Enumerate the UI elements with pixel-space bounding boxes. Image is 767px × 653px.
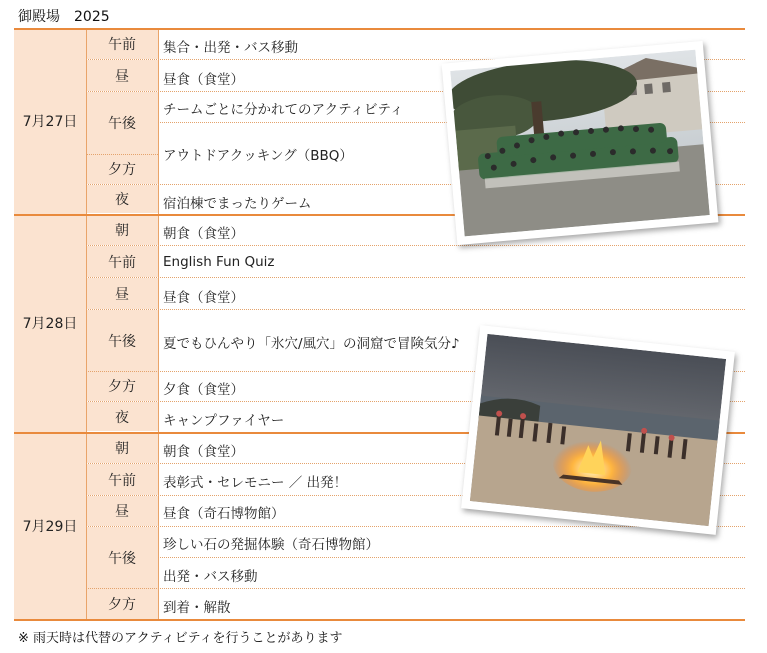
time-slot: 夜 xyxy=(86,402,158,431)
date-cell: 7月29日 xyxy=(14,432,86,620)
activity-text: 珍しい石の発掘体験（奇石博物館） xyxy=(163,537,379,553)
activity-text: 集合・出発・バス移動 xyxy=(163,40,298,56)
activity-text: 昼食（奇石博物館） xyxy=(163,506,285,522)
row-divider xyxy=(86,154,158,155)
activity-text: 昼食（食堂） xyxy=(163,290,244,306)
group-photo-image xyxy=(450,50,710,237)
year-label: 2025 xyxy=(74,9,110,25)
time-slot: 午後 xyxy=(86,310,158,371)
activity-text: アウトドアクッキング（BBQ） xyxy=(163,148,353,164)
activity-text: キャンプファイヤー xyxy=(163,413,285,429)
date-cell: 7月28日 xyxy=(14,214,86,432)
activity-text: English Fun Quiz xyxy=(163,254,275,270)
place-label: 御殿場 xyxy=(18,9,60,25)
activity-text: 昼食（食堂） xyxy=(163,72,244,88)
time-slot: 午前 xyxy=(86,464,158,495)
time-slot: 午後 xyxy=(86,92,158,154)
time-slot: 夕方 xyxy=(86,154,158,184)
time-slot: 昼 xyxy=(86,278,158,309)
time-slot: 午前 xyxy=(86,29,158,59)
time-slot: 午後 xyxy=(86,527,158,589)
activity-text: 朝食（食堂） xyxy=(163,226,244,242)
time-slot: 夜 xyxy=(86,185,158,213)
row-divider xyxy=(86,245,745,246)
date-cell: 7月27日 xyxy=(14,28,86,214)
activity-text: チームごとに分かれてのアクティビティ xyxy=(163,102,404,118)
table-border xyxy=(14,619,745,621)
time-slot: 朝 xyxy=(86,215,158,245)
time-slot: 夕方 xyxy=(86,371,158,401)
activity-text: 宿泊棟でまったりゲーム xyxy=(163,196,312,212)
row-divider xyxy=(86,588,745,589)
activity-text: 夏でもひんやり「氷穴/風穴」の洞窟で冒険気分♪ xyxy=(163,336,460,352)
time-slot: 昼 xyxy=(86,60,158,91)
campfire-photo-image xyxy=(470,334,726,526)
campfire-photo xyxy=(461,325,735,535)
page-title xyxy=(18,6,124,26)
time-slot: 午前 xyxy=(86,246,158,277)
activity-text: 出発・バス移動 xyxy=(163,569,258,585)
footnote: ※ 雨天時は代替のアクティビティを行うことがあります xyxy=(18,631,343,646)
activity-text: 表彰式・セレモニー ／ 出発！ xyxy=(163,475,348,491)
group-photo xyxy=(442,41,719,245)
row-divider xyxy=(86,277,745,278)
column-divider xyxy=(158,28,159,620)
activity-text: 夕食（食堂） xyxy=(163,382,244,398)
activity-text: 朝食（食堂） xyxy=(163,444,244,460)
table-border xyxy=(14,28,745,30)
time-slot: 昼 xyxy=(86,496,158,526)
row-divider xyxy=(158,557,745,558)
time-slot: 夕方 xyxy=(86,589,158,619)
row-divider xyxy=(86,309,745,310)
activity-text: 到着・解散 xyxy=(163,600,231,616)
time-slot: 朝 xyxy=(86,433,158,463)
column-divider xyxy=(86,28,87,620)
